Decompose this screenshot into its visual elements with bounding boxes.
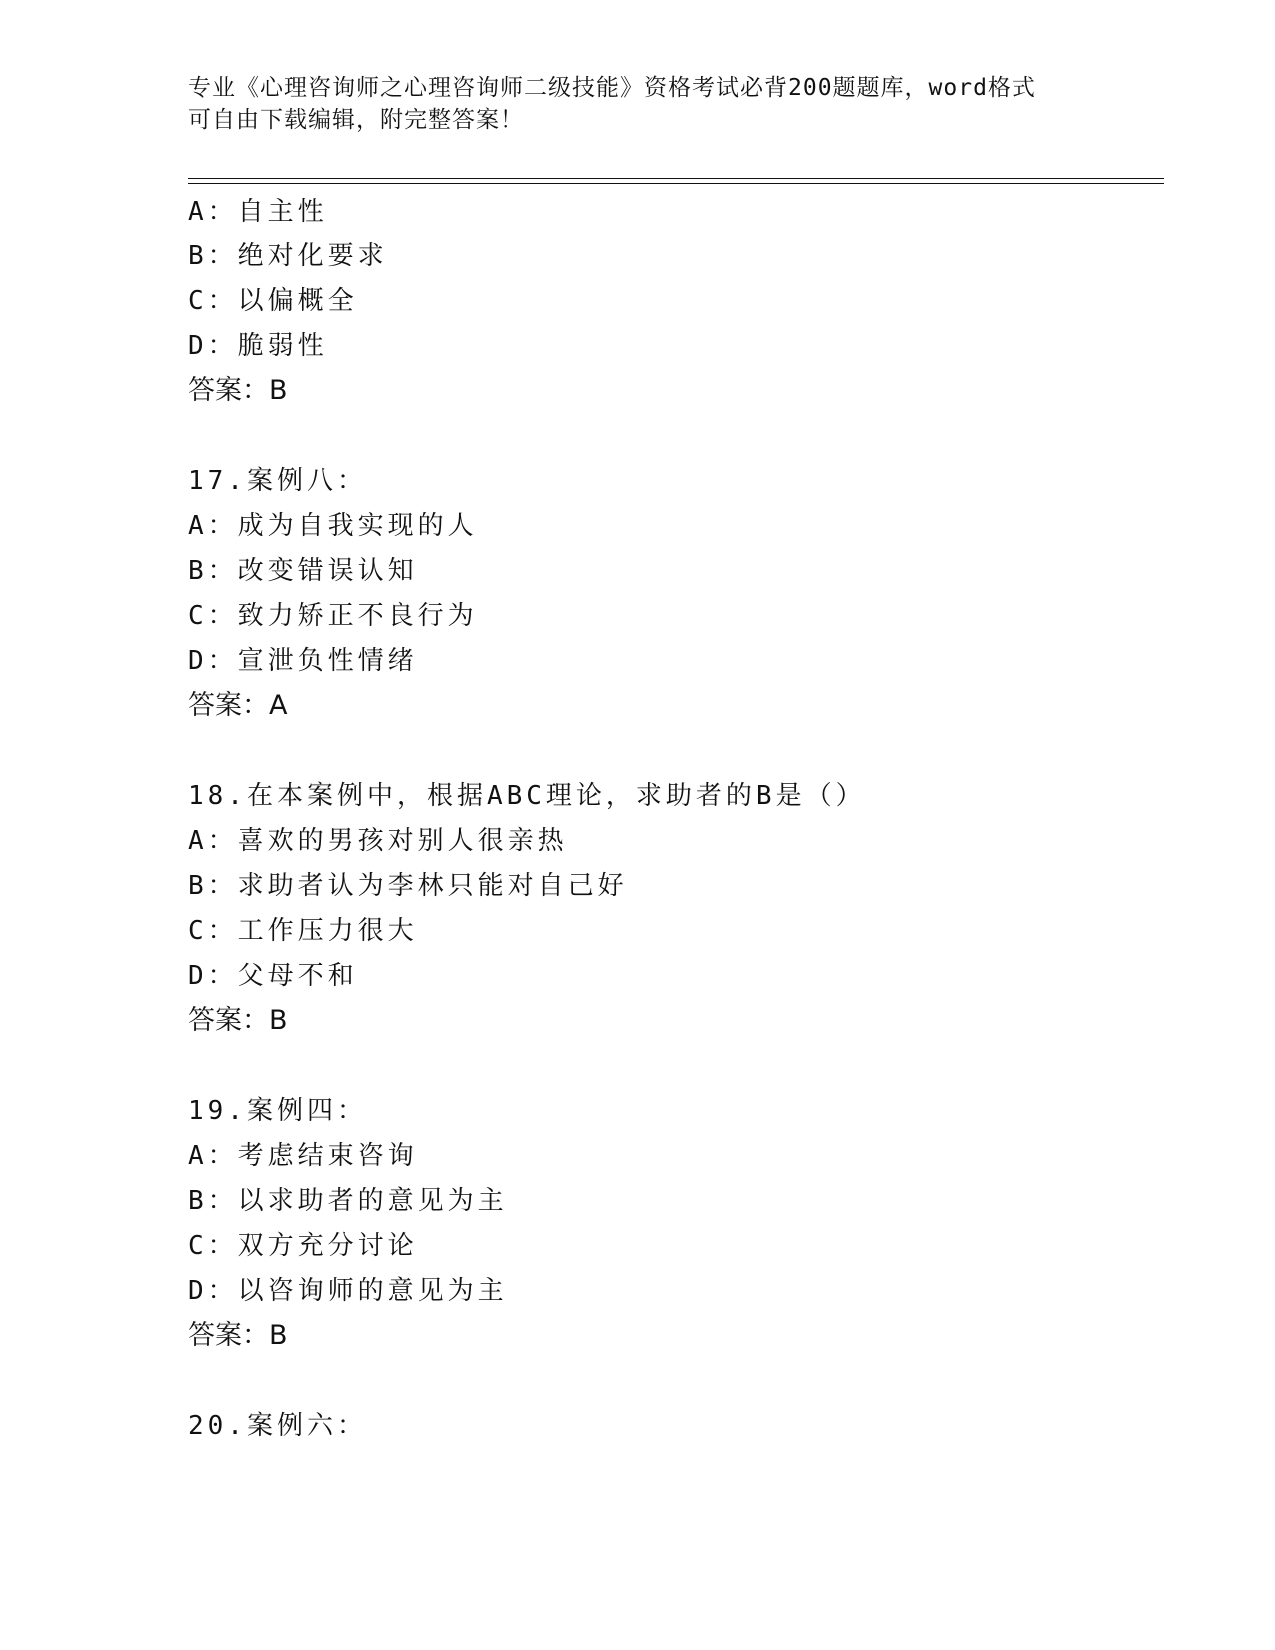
q17-option-a: A：成为自我实现的人 [188, 511, 478, 541]
q17-stem: 17.案例八： [188, 466, 367, 496]
document-header [188, 72, 1088, 136]
q19-answer: 答案：B [188, 1320, 288, 1351]
q18-option-b: B：求助者认为李林只能对自己好 [188, 871, 628, 901]
q20-stem: 20.案例六： [188, 1411, 367, 1441]
header-line-2: 可自由下载编辑，附完整答案！ [188, 107, 524, 133]
q19-option-b: B：以求助者的意见为主 [188, 1186, 508, 1216]
q18-answer: 答案：B [188, 1005, 288, 1036]
q18-option-d: D：父母不和 [188, 961, 358, 991]
q19-option-a: A：考虑结束咨询 [188, 1141, 418, 1171]
q16-option-a: A：自主性 [188, 197, 328, 227]
q16-option-d: D：脆弱性 [188, 331, 328, 361]
header-divider-top [188, 178, 1164, 179]
q16-option-c: C：以偏概全 [188, 286, 358, 316]
header-divider-bottom [188, 183, 1164, 184]
q17-option-b: B：改变错误认知 [188, 556, 418, 586]
q18-stem: 18.在本案例中，根据ABC理论，求助者的B是（） [188, 781, 866, 811]
q18-option-a: A：喜欢的男孩对别人很亲热 [188, 826, 568, 856]
header-line-1: 专业《心理咨询师之心理咨询师二级技能》资格考试必背200题题库，word格式 [188, 75, 1036, 101]
q19-option-d: D：以咨询师的意见为主 [188, 1276, 508, 1306]
q17-option-c: C：致力矫正不良行为 [188, 601, 478, 631]
q17-option-d: D：宣泄负性情绪 [188, 646, 418, 676]
q18-option-c: C：工作压力很大 [188, 916, 418, 946]
q19-option-c: C：双方充分讨论 [188, 1231, 418, 1261]
q19-stem: 19.案例四： [188, 1096, 367, 1126]
q16-option-b: B：绝对化要求 [188, 241, 388, 271]
q17-answer: 答案：A [188, 690, 288, 721]
q16-answer: 答案：B [188, 375, 288, 406]
